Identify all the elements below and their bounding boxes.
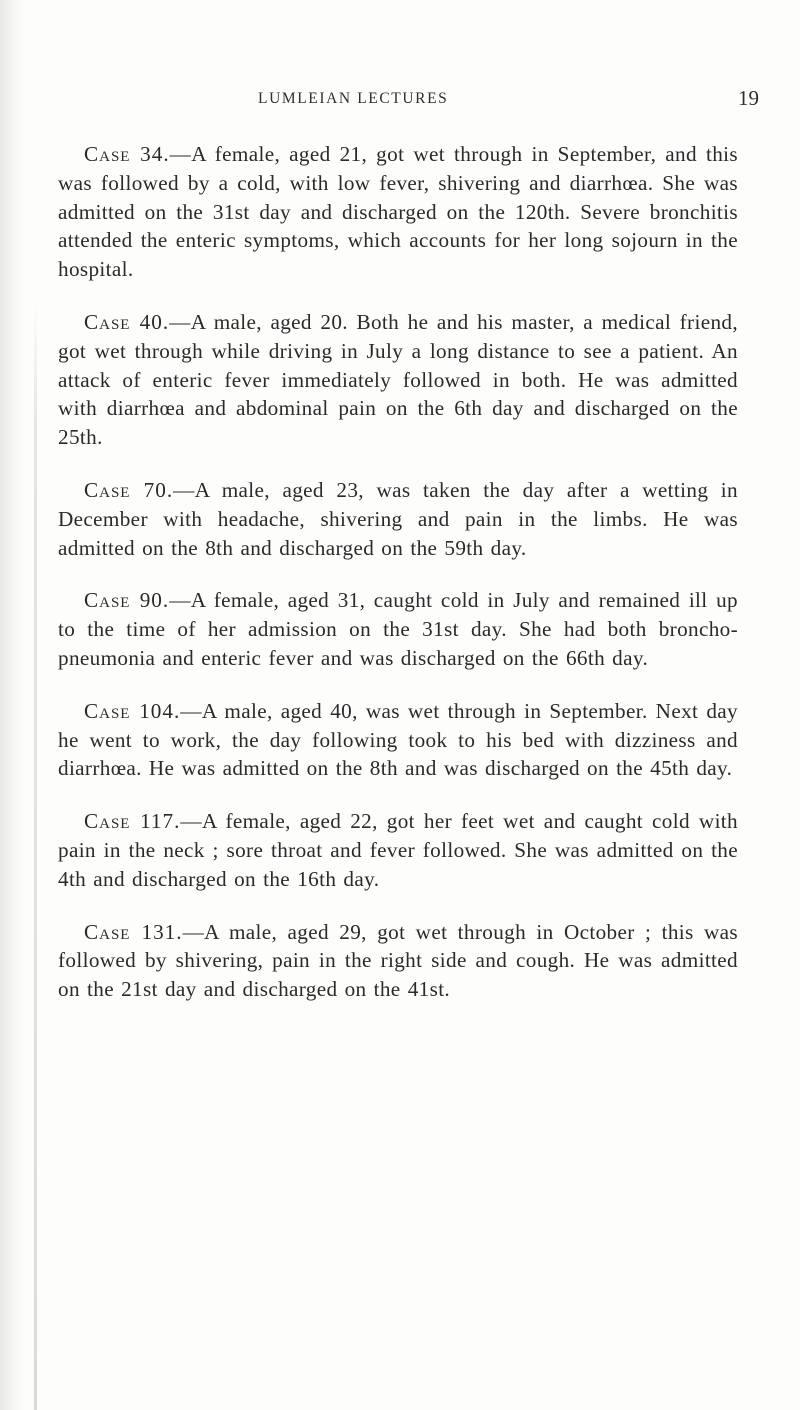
case-paragraph <box>58 586 738 672</box>
case-text: —A male, aged 40, was wet through in September. Next day he went to work, the day following took to his bed with dizziness and diarrhœa. He was admitted on the 8th and was discharged on the 45th day. <box>58 698 738 781</box>
case-paragraph <box>58 918 738 1004</box>
case-entry <box>58 807 738 893</box>
case-label: Case 117. <box>84 809 181 834</box>
case-list <box>58 140 738 1028</box>
case-entry <box>58 140 738 284</box>
case-label: Case 40. <box>84 309 170 334</box>
case-text: —A female, aged 21, got wet through in September, and this was followed by a cold, with low fever, shivering and diarrhœa. She was admitted on the 31st day and discharged on the 120th. Severe bronchitis attended the enteric symptoms, which accounts for her long sojourn in the hospital. <box>58 142 738 282</box>
case-text: —A male, aged 20. Both he and his master, a medical friend, got wet through while driving in July a long distance to see a patient. An attack of enteric fever immediately followed in both. He was admitted with diarrhœa and abdominal pain on the 6th day and discharged on the 25th. <box>58 309 738 450</box>
binding-shadow <box>0 0 26 1410</box>
case-text: —A male, aged 23, was taken the day after a wetting in December with headache, shivering and pain in the limbs. He was admitted on the 8th and discharged on the 59th day. <box>58 477 738 560</box>
running-head <box>0 86 800 112</box>
case-entry <box>58 697 738 783</box>
case-label: Case 70. <box>84 477 174 502</box>
case-entry <box>58 476 738 562</box>
case-label: Case 104. <box>84 698 181 723</box>
page-number: 19 <box>738 86 759 110</box>
case-text: —A male, aged 29, got wet through in October ; this was followed by shivering, pain in the right side and cough. He was admitted on the 21st day and discharged on the 41st. <box>58 919 738 1002</box>
case-paragraph <box>58 807 738 893</box>
binding-crease <box>34 300 37 1410</box>
case-entry <box>58 586 738 672</box>
case-paragraph <box>58 697 738 783</box>
running-title: LUMLEIAN LECTURES <box>258 90 449 107</box>
case-paragraph <box>58 308 738 452</box>
case-text: —A female, aged 22, got her feet wet and caught cold with pain in the neck ; sore throat and fever followed. She was admitted on the 4th and discharged on the 16th day. <box>58 809 738 891</box>
case-label: Case 131. <box>84 919 183 944</box>
case-entry <box>58 308 738 452</box>
case-label: Case 90. <box>84 588 170 613</box>
case-entry <box>58 918 738 1004</box>
case-paragraph <box>58 140 738 284</box>
case-text: —A female, aged 31, caught cold in July and remained ill up to the time of her admission on the 31st day. She had both broncho-pneumonia and enteric fever and was discharged on the 66th day. <box>58 588 738 670</box>
case-paragraph <box>58 476 738 562</box>
case-label: Case 34. <box>84 142 170 166</box>
